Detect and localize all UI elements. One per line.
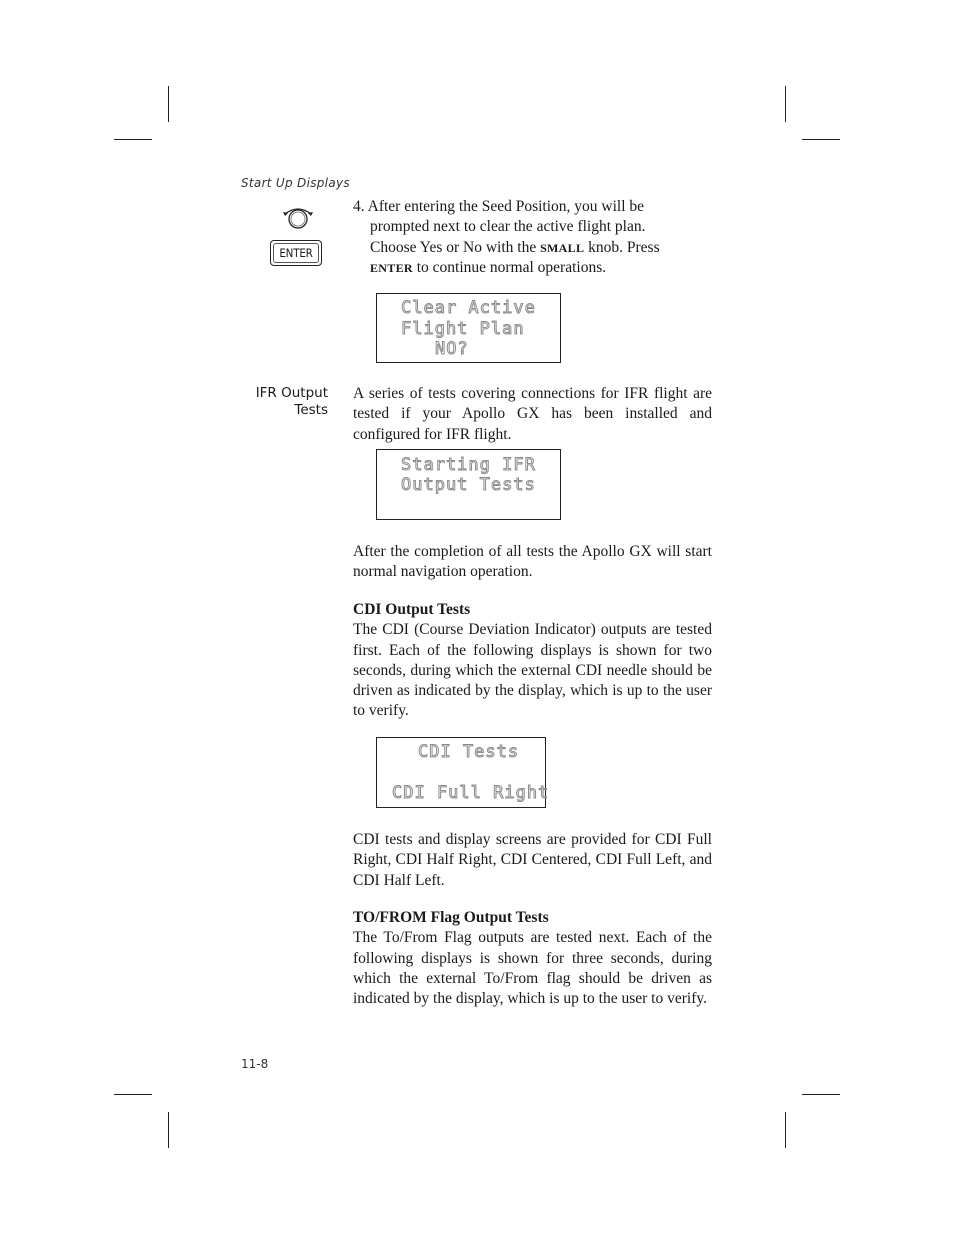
page-number: 11-8: [241, 1057, 269, 1071]
lcd-line: NO?: [435, 339, 469, 359]
lcd-line: Starting IFR: [401, 455, 536, 475]
step-4-line: prompted next to clear the active flight plan.: [370, 218, 646, 236]
step-4-line: 4. After entering the Seed Position, you will be: [353, 198, 645, 215]
lcd-line: CDI Full Right: [392, 783, 550, 803]
enter-key-name: ENTER: [370, 260, 413, 275]
ifr-intro-paragraph: A series of tests covering connections for IFR flight are tested if your Apollo GX has been installed and configured for IFR flight.: [353, 385, 712, 443]
crop-mark: [802, 139, 840, 140]
tofrom-output-tests-heading: TO/FROM Flag Output Tests: [353, 909, 549, 926]
side-heading-line: Tests: [294, 401, 328, 418]
cdi-paragraph: The CDI (Course Deviation Indicator) outputs are tested first. Each of the following displays is shown for two seconds, during which the external CDI needle should be driven as indicated by the display, which is up to the user to verify.: [353, 621, 712, 720]
tofrom-paragraph: The To/From Flag outputs are tested next. Each of the following displays is shown for three seconds, during which the external To/From flag should be driven as indicated by the display, which is up to the user to verify.: [353, 929, 712, 1008]
cdi-screens-paragraph: CDI tests and display screens are provided for CDI Full Right, CDI Half Right, CDI Centered, CDI Full Left, and CDI Half Left.: [353, 831, 712, 889]
side-heading-ifr-output-tests: [238, 385, 328, 418]
crop-mark: [785, 86, 786, 122]
crop-mark: [785, 1112, 786, 1148]
step-4-text: [353, 197, 693, 278]
lcd-line: Flight Plan: [401, 319, 525, 339]
small-key-name: SMALL: [540, 240, 585, 255]
lcd-line: CDI Tests: [418, 742, 520, 762]
lcd-clear-flight-plan: [376, 293, 561, 363]
text-run: to continue normal operations.: [412, 258, 607, 276]
lcd-line: Clear Active: [401, 298, 536, 318]
completion-paragraph: After the completion of all tests the Apollo GX will start normal navigation operation.: [353, 543, 712, 581]
crop-mark: [168, 86, 169, 122]
crop-mark: [114, 1094, 152, 1095]
crop-mark: [168, 1112, 169, 1148]
step-4-line: [353, 238, 693, 258]
running-header: Start Up Displays: [241, 176, 350, 190]
text-run: knob. Press: [584, 238, 660, 256]
cdi-output-tests-heading: CDI Output Tests: [353, 601, 471, 618]
enter-key-label: ENTER: [279, 246, 313, 260]
crop-mark: [802, 1094, 840, 1095]
lcd-line: Output Tests: [401, 475, 536, 495]
cdi-section: [353, 600, 712, 722]
enter-key-icon: [270, 240, 322, 266]
small-knob-icon: [280, 203, 316, 233]
tofrom-section: [353, 908, 712, 1009]
step-4-line: [353, 258, 693, 278]
crop-mark: [114, 139, 152, 140]
lcd-cdi-tests: [376, 737, 550, 808]
side-heading-line: IFR Output: [255, 385, 328, 401]
text-run: Choose Yes or No with the: [370, 238, 541, 256]
lcd-starting-ifr-tests: [376, 449, 561, 520]
